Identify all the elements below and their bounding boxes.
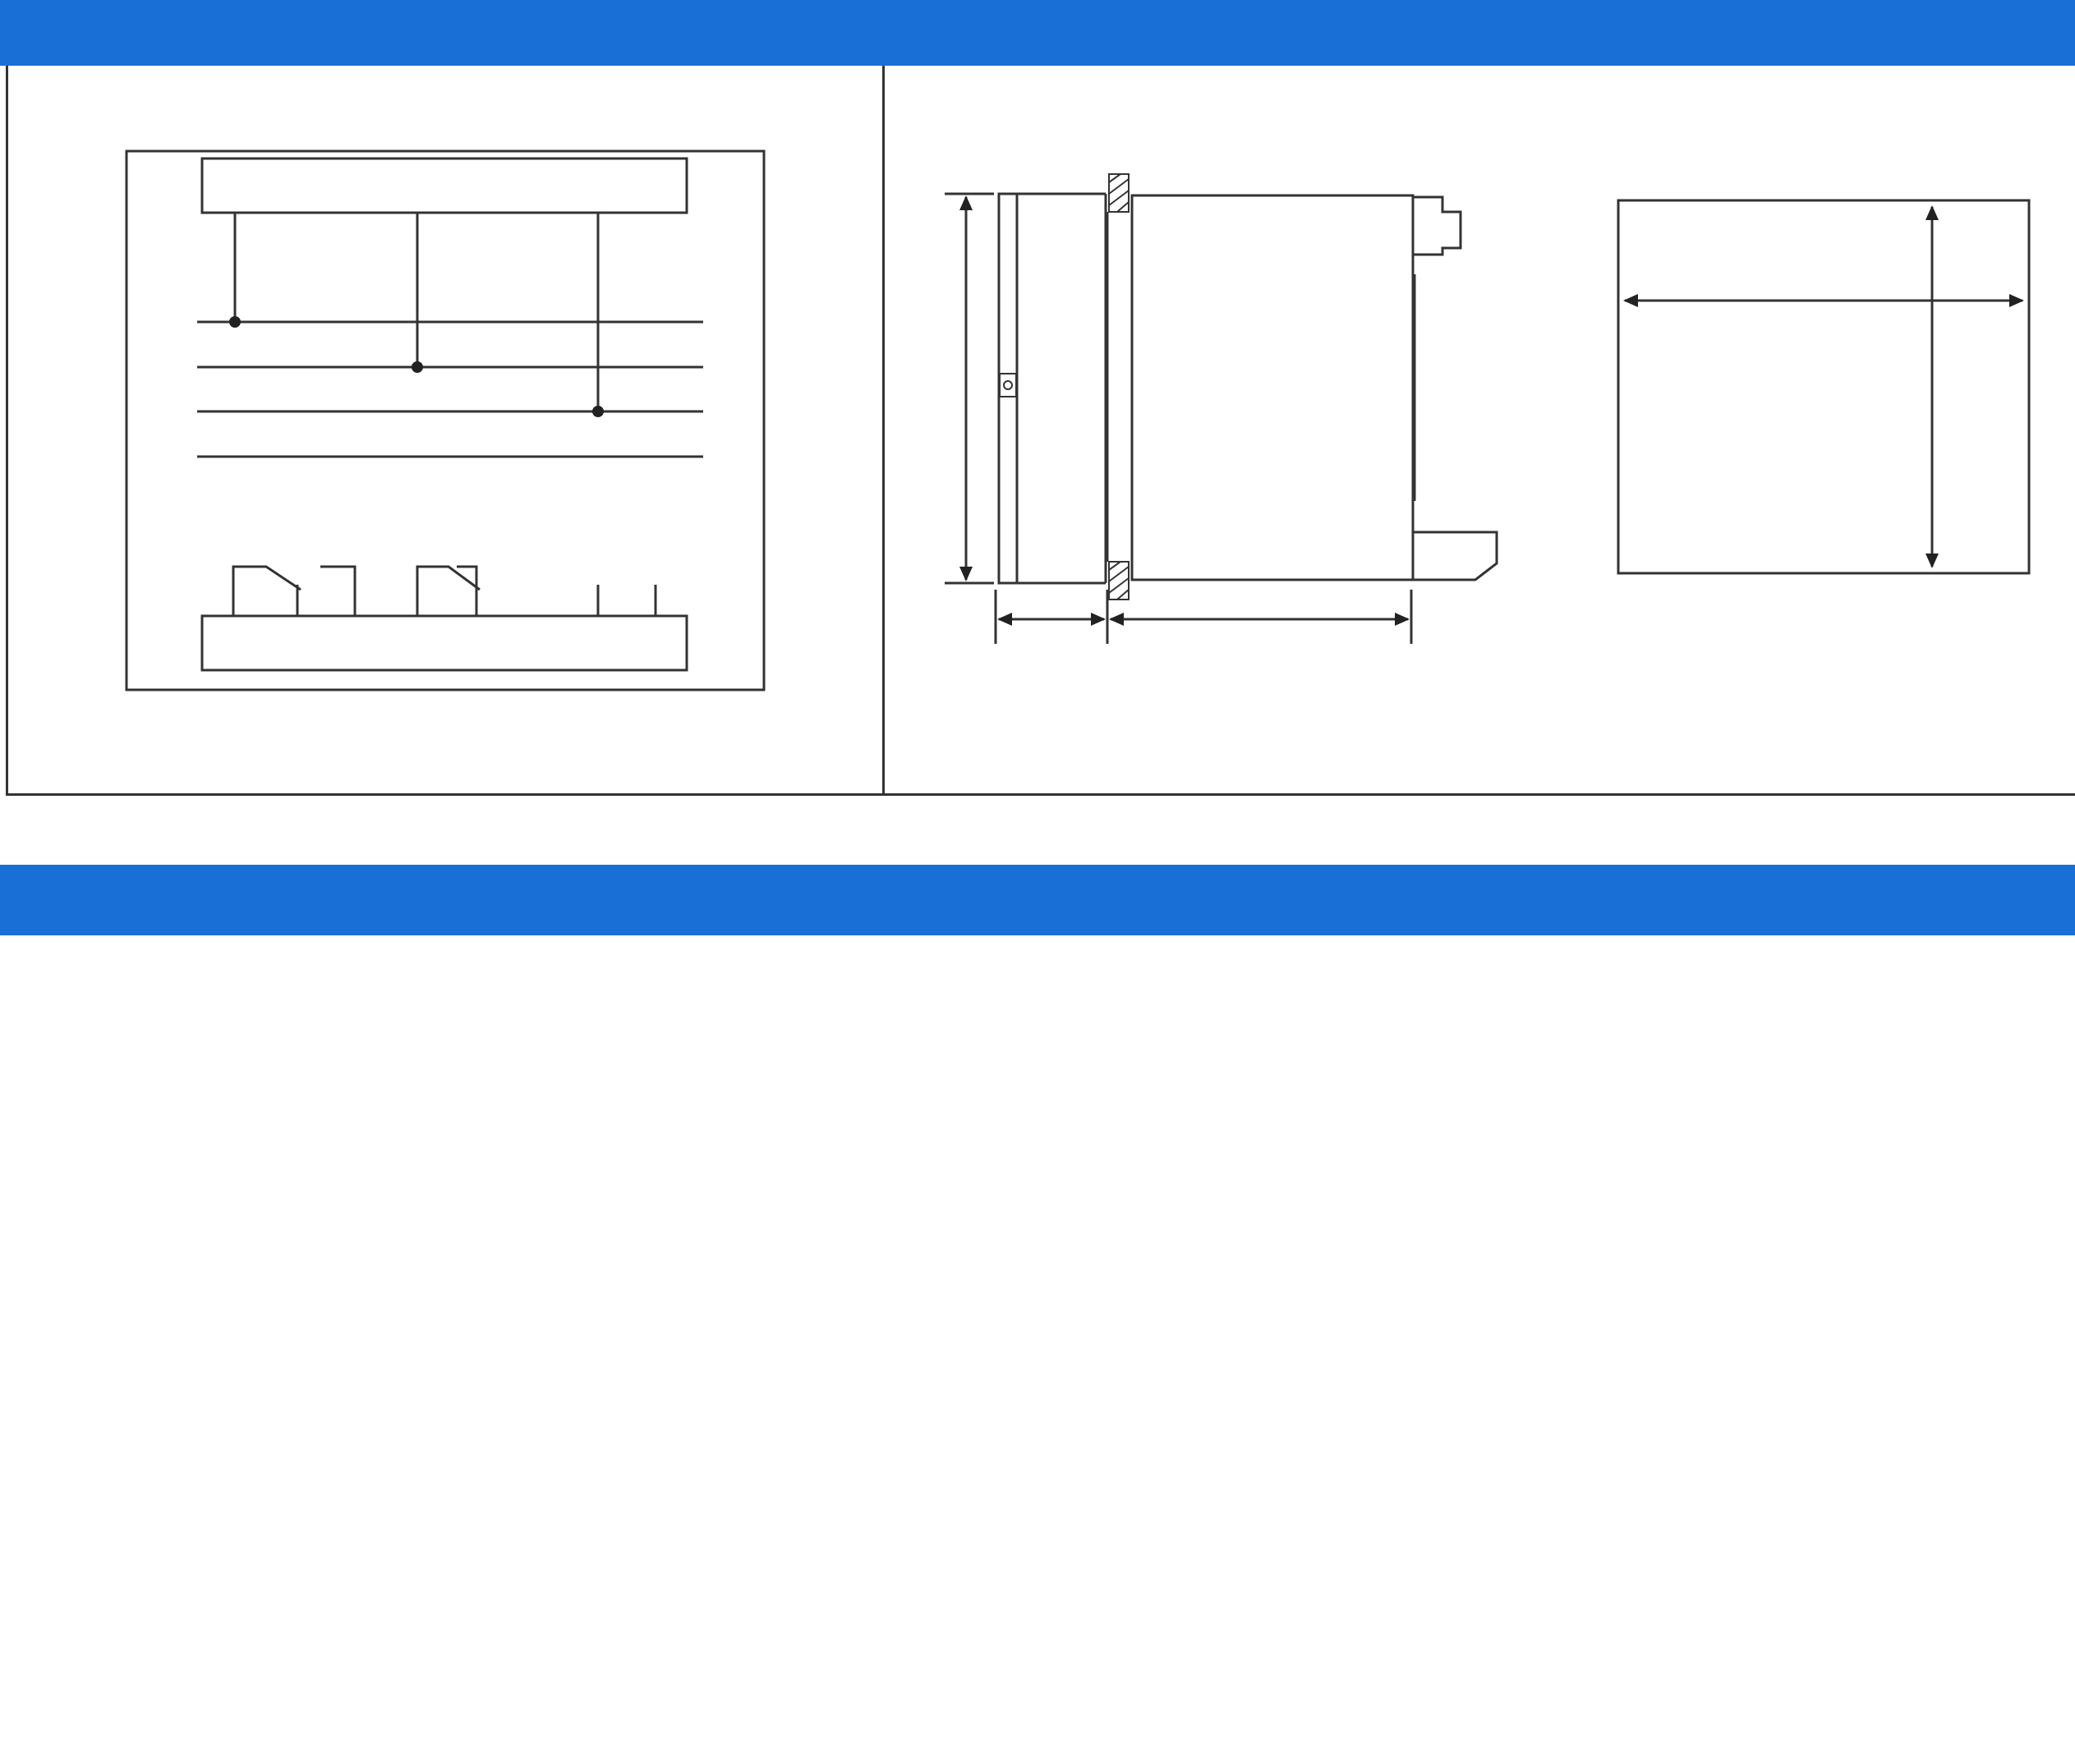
diagrams-svg bbox=[0, 0, 2075, 821]
hatch-lines bbox=[1109, 174, 1129, 599]
dimension-drawing bbox=[945, 174, 2029, 644]
wiring-frame bbox=[127, 151, 764, 690]
bottom-terminal-block bbox=[202, 616, 687, 670]
conformity-assessment-header bbox=[0, 865, 2075, 935]
top-terminal-block bbox=[202, 158, 687, 213]
wiring-diagram bbox=[127, 151, 764, 690]
